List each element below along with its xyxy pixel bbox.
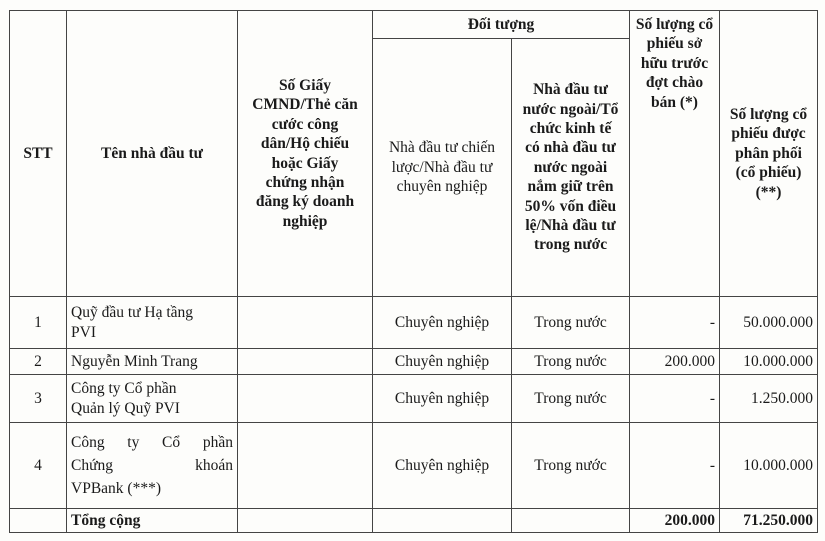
row-investor-origin: Trong nước — [512, 349, 630, 375]
row-stt: 2 — [10, 349, 67, 375]
row-shares-allocated: 10.000.000 — [720, 423, 818, 509]
header-investor-name: Tên nhà đầu tư — [67, 11, 238, 297]
name-line: Quản lý Quỹ PVI — [71, 399, 180, 417]
row-investor-origin: Trong nước — [512, 375, 630, 423]
row-investor-type: Chuyên nghiệp — [373, 297, 512, 349]
row-investor-type: Chuyên nghiệp — [373, 375, 512, 423]
row-shares-before: - — [630, 297, 720, 349]
header-stt: STT — [10, 11, 67, 297]
header-shares-before: Số lượng cổ phiếu sở hữu trước đợt chào bán (*) — [630, 11, 720, 297]
header-object-group: Đối tượng — [373, 11, 630, 39]
total-shares-before: 200.000 — [630, 509, 720, 533]
total-label: Tổng cộng — [67, 509, 238, 533]
header-id-number: Số Giấy CMND/Thẻ căn cước công dân/Hộ chiếu hoặc Giấy chứng nhận đăng ký doanh nghiệp — [238, 11, 373, 297]
total-row — [10, 509, 818, 533]
header-object-type: Nhà đầu tư chiến lược/Nhà đầu tư chuyên nghiệp — [373, 39, 512, 297]
table-row — [10, 423, 818, 509]
row-shares-allocated: 1.250.000 — [720, 375, 818, 423]
table-row — [10, 297, 818, 349]
total-stt-empty — [10, 509, 67, 533]
table-body — [10, 297, 818, 533]
row-shares-before: - — [630, 375, 720, 423]
name-line: Chứng khoán — [71, 456, 233, 474]
total-type-empty — [373, 509, 512, 533]
name-line: Nguyễn Minh Trang — [71, 352, 198, 370]
row-investor-name — [67, 375, 238, 423]
row-investor-origin: Trong nước — [512, 297, 630, 349]
row-shares-allocated: 10.000.000 — [720, 349, 818, 375]
row-investor-name — [67, 297, 238, 349]
name-line: PVI — [71, 323, 96, 341]
row-shares-before: - — [630, 423, 720, 509]
total-origin-empty — [512, 509, 630, 533]
row-investor-name — [67, 349, 238, 375]
row-shares-before: 200.000 — [630, 349, 720, 375]
row-stt: 4 — [10, 423, 67, 509]
row-investor-origin: Trong nước — [512, 423, 630, 509]
name-line: Quỹ đầu tư Hạ tầng — [71, 304, 194, 322]
row-investor-name — [67, 423, 238, 509]
investor-allocation-table — [9, 10, 818, 533]
table-header — [10, 11, 818, 297]
table-row — [10, 349, 818, 375]
total-shares-allocated: 71.250.000 — [720, 509, 818, 533]
row-stt: 3 — [10, 375, 67, 423]
name-line: Công ty Cổ phần — [71, 380, 177, 398]
total-id-empty — [238, 509, 373, 533]
row-investor-type: Chuyên nghiệp — [373, 423, 512, 509]
name-line: Công ty Cổ phần — [71, 433, 233, 451]
row-investor-type: Chuyên nghiệp — [373, 349, 512, 375]
table-row — [10, 375, 818, 423]
row-id-number — [238, 349, 373, 375]
row-id-number — [238, 423, 373, 509]
header-shares-allocated: Số lượng cổ phiếu được phân phối (cổ phiếu) (**) — [720, 11, 818, 297]
row-shares-allocated: 50.000.000 — [720, 297, 818, 349]
name-line: VPBank (***) — [71, 480, 161, 498]
header-object-origin: Nhà đầu tư nước ngoài/Tổ chức kinh tế có nhà đầu tư nước ngoài nắm giữ trên 50% vốn điều lệ/Nhà đầu tư trong nước — [512, 39, 630, 297]
row-id-number — [238, 297, 373, 349]
row-stt: 1 — [10, 297, 67, 349]
row-id-number — [238, 375, 373, 423]
